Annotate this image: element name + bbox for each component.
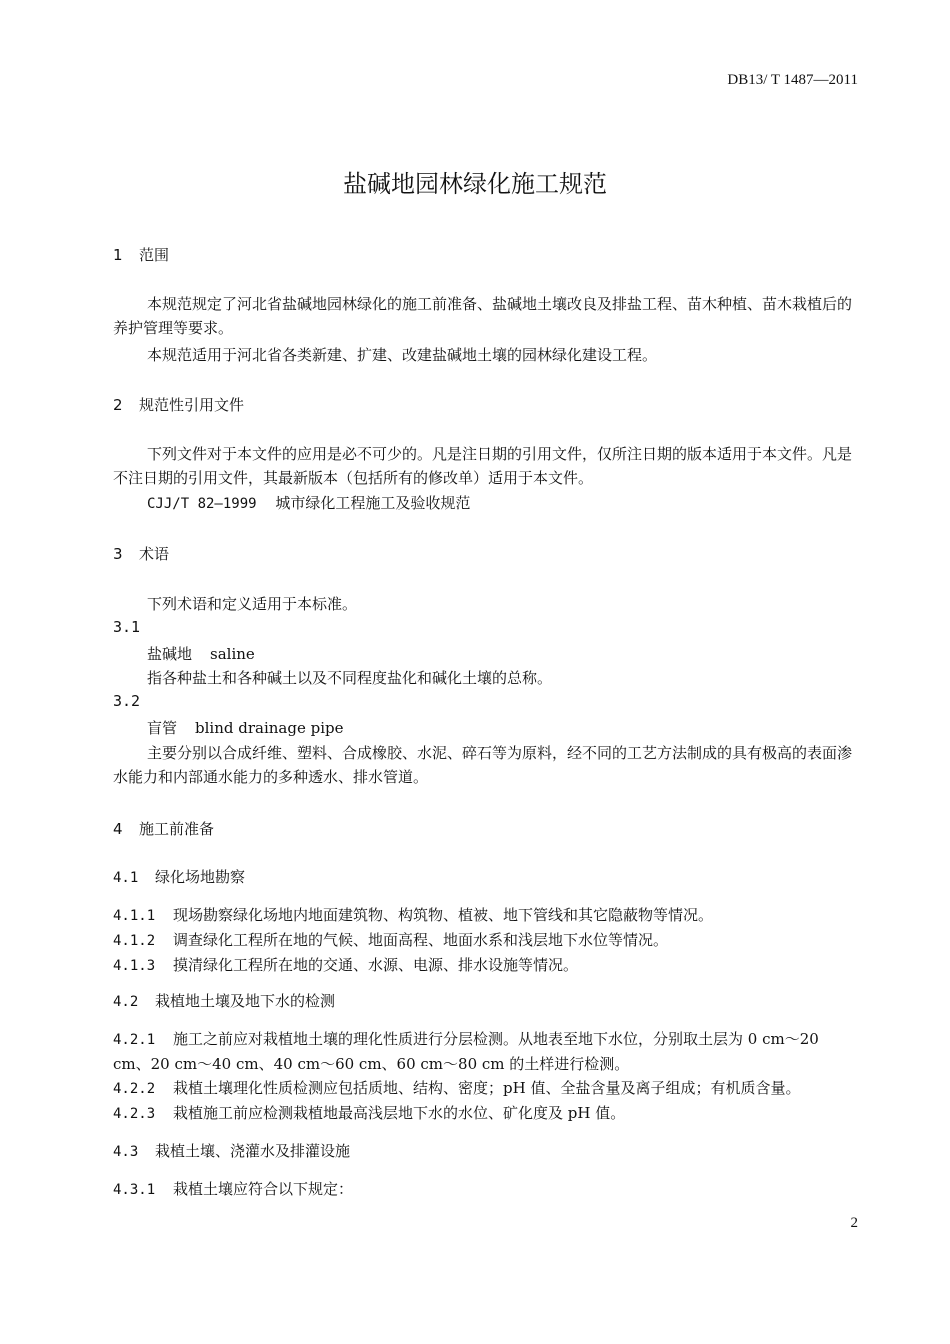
clause-4-2-3 bbox=[113, 1101, 858, 1126]
document-title: 盐碱地园林绿化施工规范 bbox=[343, 170, 607, 198]
clause-number: 4.3.1 bbox=[113, 1182, 156, 1198]
term-number: 3.1 bbox=[113, 618, 141, 636]
clause-number: 4.2.1 bbox=[113, 1032, 156, 1048]
clause-text: 栽植土壤理化性质检测应包括质地、结构、密度；pH 值、全盐含量及离子组成；有机质含量。 bbox=[173, 1079, 801, 1097]
section-number: 1 bbox=[113, 246, 123, 264]
paragraph: 下列术语和定义适用于本标准。 bbox=[147, 595, 358, 613]
term-chinese: 盐碱地 bbox=[147, 645, 193, 663]
subsection-4-3-heading bbox=[113, 1140, 350, 1161]
section-1-heading bbox=[113, 244, 169, 265]
section-title: 术语 bbox=[139, 545, 170, 563]
reference-code: CJJ/T 82—1999 bbox=[147, 496, 257, 512]
section-title: 规范性引用文件 bbox=[139, 396, 245, 414]
normative-reference bbox=[147, 492, 470, 513]
clause-4-3-1 bbox=[113, 1177, 858, 1202]
clause-text: 现场勘察绿化场地内地面建筑物、构筑物、植被、地下管线和其它隐蔽物等情况。 bbox=[173, 906, 714, 924]
paragraph: 下列文件对于本文件的应用是必不可少的。凡是注日期的引用文件，仅所注日期的版本适用于本文件。凡是不注日期的引用文件，其最新版本（包括所有的修改单）适用于本文件。 bbox=[113, 445, 853, 487]
section-number: 3 bbox=[113, 545, 123, 563]
reference-title: 城市绿化工程施工及验收规范 bbox=[275, 494, 471, 512]
subsection-4-1-heading bbox=[113, 866, 245, 887]
clause-number: 4.2.2 bbox=[113, 1081, 156, 1097]
clause-number: 4.1.3 bbox=[113, 958, 156, 974]
subsection-title: 栽植土壤、浇灌水及排灌设施 bbox=[155, 1142, 351, 1160]
clause-4-2-1 bbox=[113, 1027, 858, 1076]
clause-4-1-2 bbox=[113, 928, 858, 953]
subsection-number: 4.2 bbox=[113, 994, 139, 1010]
clause-number: 4.1.2 bbox=[113, 933, 156, 949]
standard-code: DB13/ T 1487—2011 bbox=[727, 72, 858, 88]
section-number: 2 bbox=[113, 396, 123, 414]
subsection-number: 4.1 bbox=[113, 870, 139, 886]
paragraph: 本规范适用于河北省各类新建、扩建、改建盐碱地土壤的园林绿化建设工程。 bbox=[147, 346, 658, 364]
subsection-4-2-heading bbox=[113, 990, 335, 1011]
term-chinese: 盲管 bbox=[147, 719, 178, 737]
clause-text: 施工之前应对栽植地土壤的理化性质进行分层检测。从地表至地下水位，分别取土层为 0 cm～20 cm、20 cm～40 cm、40 cm～60 cm、60 cm～80 cm 的土样进行检测。 bbox=[113, 1030, 819, 1073]
section-4-heading bbox=[113, 818, 214, 839]
clause-4-1-1 bbox=[113, 903, 858, 928]
term-definition: 主要分别以合成纤维、塑料、合成橡胶、水泥、碎石等为原料，经不同的工艺方法制成的具有极高的表面渗水能力和内部通水能力的多种透水、排水管道。 bbox=[113, 744, 853, 786]
clause-4-1-3 bbox=[113, 953, 858, 978]
clause-text: 栽植土壤应符合以下规定： bbox=[173, 1180, 354, 1198]
term-english: blind drainage pipe bbox=[195, 719, 344, 737]
term-entry bbox=[147, 717, 344, 738]
subsection-number: 4.3 bbox=[113, 1144, 139, 1160]
section-title: 范围 bbox=[139, 246, 170, 264]
section-3-heading bbox=[113, 543, 169, 564]
paragraph: 本规范规定了河北省盐碱地园林绿化的施工前准备、盐碱地土壤改良及排盐工程、苗木种植、苗木栽植后的养护管理等要求。 bbox=[113, 295, 853, 337]
term-number: 3.2 bbox=[113, 692, 141, 710]
section-title: 施工前准备 bbox=[139, 820, 215, 838]
term-english: saline bbox=[210, 645, 255, 663]
page-number: 2 bbox=[850, 1215, 858, 1231]
clause-text: 摸清绿化工程所在地的交通、水源、电源、排水设施等情况。 bbox=[173, 956, 579, 974]
section-number: 4 bbox=[113, 820, 123, 838]
subsection-title: 绿化场地勘察 bbox=[155, 868, 246, 886]
clause-text: 调查绿化工程所在地的气候、地面高程、地面水系和浅层地下水位等情况。 bbox=[173, 931, 669, 949]
clause-number: 4.2.3 bbox=[113, 1106, 156, 1122]
subsection-title: 栽植地土壤及地下水的检测 bbox=[155, 992, 336, 1010]
clause-4-2-2 bbox=[113, 1076, 858, 1101]
term-entry bbox=[147, 643, 255, 664]
clause-text: 栽植施工前应检测栽植地最高浅层地下水的水位、矿化度及 pH 值。 bbox=[173, 1104, 626, 1122]
section-2-heading bbox=[113, 394, 244, 415]
clause-number: 4.1.1 bbox=[113, 908, 156, 924]
term-definition: 指各种盐土和各种碱土以及不同程度盐化和碱化土壤的总称。 bbox=[147, 669, 553, 687]
